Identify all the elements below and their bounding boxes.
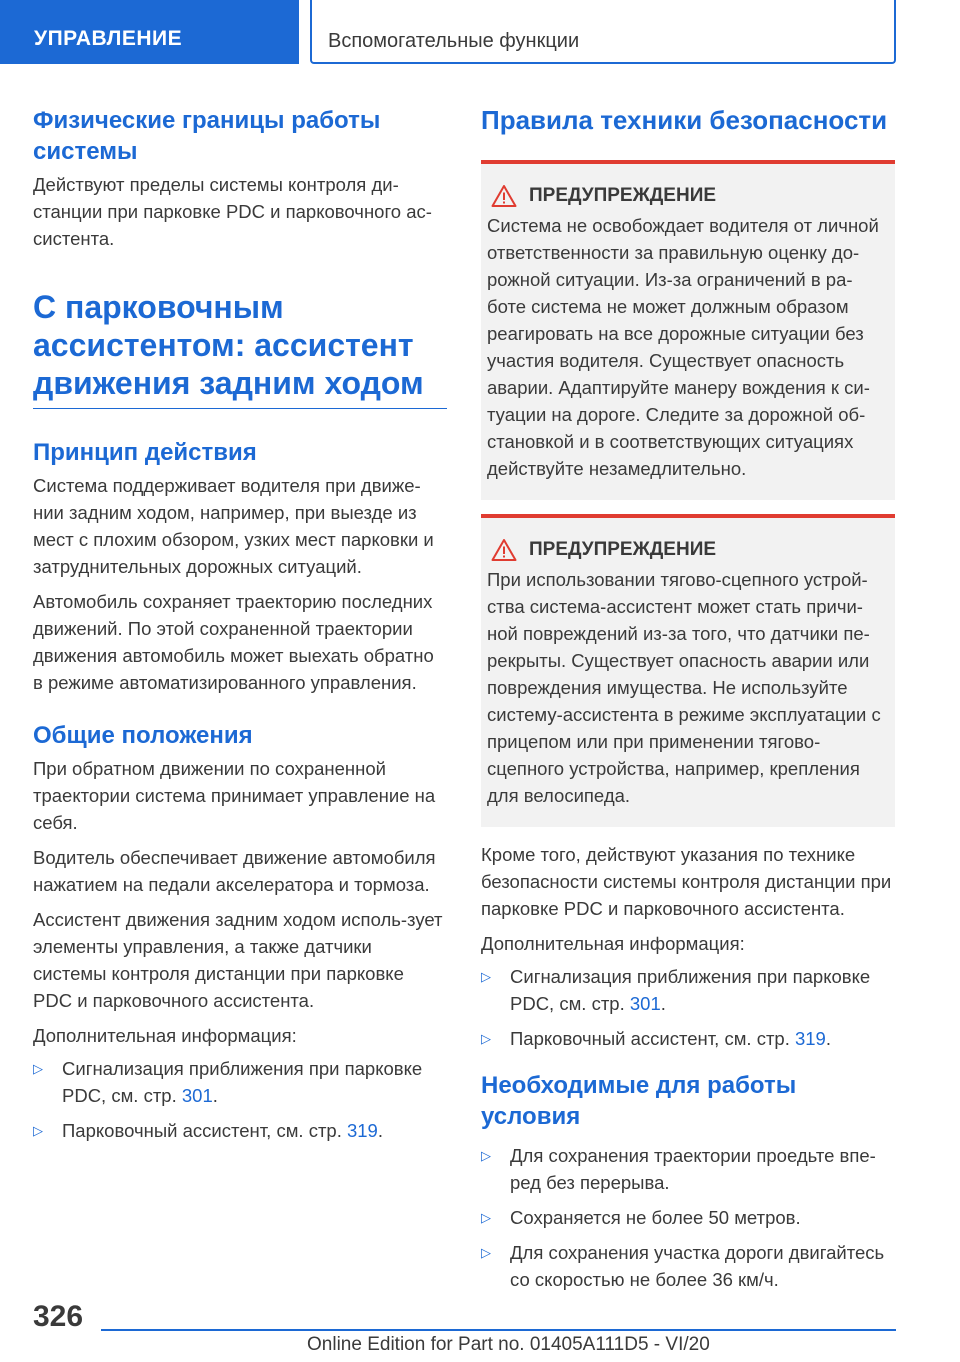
general-paragraph-1: При обратном движении по сохраненной траектории система принимает управление на себя. [33,758,436,833]
reference-item [33,1117,447,1144]
reference-text: Сигнализация приближения при парковке PDC, см. стр. [62,1058,423,1106]
reference-text: Сигнализация приближения при парковке PDC, см. стр. [510,966,871,1014]
reference-text: Парковочный ассистент, см. стр. [62,1120,347,1141]
page-link-301[interactable]: 301 [181,1085,213,1106]
section-tab: УПРАВЛЕНИЕ [0,0,299,64]
page-link-319[interactable]: 319 [794,1028,826,1049]
warning-box [481,160,895,500]
principle-paragraph-2: Автомобиль сохраняет траекторию последних движений. По этой сохраненной траектории движения автомобиль может выехать обратно в режиме автоматизированного управления. [33,591,434,693]
warning-title [487,184,887,208]
warning-text: При использовании тягово-сцепного устрой-ства система-ассистент может стать причи-ной повреждений из-за того, что датчики пе-рекрыты. Существует опасность аварии или повреждения имущества. Не используйте систему-ассистента в режиме эксплуатации с прицепом или при применении тягово-сцепного устройства, например, крепления для велосипеда. [487,569,881,806]
reference-end: . [212,1085,218,1106]
reference-end: . [660,993,666,1014]
warning-title-text: ПРЕДУПРЕЖДЕНИЕ [529,539,717,560]
principle-heading: Принцип действия [33,439,257,466]
chapter-title: Вспомогательные функции [328,30,580,52]
warning-title-text: ПРЕДУПРЕЖДЕНИЕ [529,185,717,206]
left-column [33,105,447,1152]
general-heading: Общие положения [33,722,253,749]
triangle-right-icon: ▷ [481,1210,491,1225]
warning-text: Система не освобождает водителя от личной ответственности за правильную оценку до-рожной ситуации. Из-за ограничений в ра-боте система не может должным образом реагировать на все дорожные ситуации без участия водителя. Существует опасность аварии. Адаптируйте манеру вождения к си-туации на дороге. Следите за дорожной об-становкой и в соответствующих ситуациях действуйте незамедлительно. [487,215,879,479]
chapter-header [310,0,896,64]
reference-item [481,963,895,1017]
reference-end: . [377,1120,383,1141]
reference-item [33,1055,447,1109]
triangle-right-icon: ▷ [33,1123,43,1138]
triangle-right-icon: ▷ [33,1061,43,1076]
more-info-label: Дополнительная информация: [481,933,745,954]
condition-text: Сохраняется не более 50 метров. [510,1207,801,1228]
also-text: Кроме того, действуют указания по технике безопасности системы контроля дистанции при парковке PDC и парковочного ассистента. [481,844,892,919]
footer-divider [101,1329,896,1331]
principle-paragraph-1: Система поддерживает водителя при движе-нии задним ходом, например, при выезде из мест с плохим обзором, узких мест парковки и затруднительных дорожных ситуаций. [33,475,434,577]
reference-text: Парковочный ассистент, см. стр. [510,1028,795,1049]
triangle-right-icon: ▷ [481,1245,491,1260]
condition-item [481,1204,895,1231]
limits-text: Действуют пределы системы контроля ди-станции при парковке PDC и парковочного ас-систента. [33,174,432,249]
warning-box [481,514,895,827]
conditions-heading: Необходимые для работы условия [481,1072,797,1130]
page-link-319[interactable]: 319 [346,1120,378,1141]
limits-heading: Физические границы работы системы [33,107,381,165]
condition-text: Для сохранения участка дороги двигайтесь со скоростью не более 36 км/ч. [510,1242,885,1290]
reference-item [481,1025,895,1052]
conditions-list [481,1142,895,1293]
warning-title [487,538,887,562]
page-number: 326 [33,1300,84,1333]
general-paragraph-2: Водитель обеспечивает движение автомобиля нажатием на педали акселератора и тормоза. [33,847,436,895]
triangle-right-icon: ▷ [481,969,491,984]
safety-heading: Правила техники безопасности [481,105,888,135]
page-link-301[interactable]: 301 [629,993,661,1014]
reference-list [481,963,895,1052]
condition-text: Для сохранения траектории проедьте впе-ред без перерыва. [510,1145,876,1193]
right-column [481,105,895,1301]
main-heading: С парковочным ассистентом: ассистент движения задним ходом [33,288,447,409]
triangle-right-icon: ▷ [481,1148,491,1163]
warning-triangle-icon [491,538,517,562]
footer-edition: Online Edition for Part no. 01405A111D5 - VI/20 [307,1334,710,1355]
condition-item [481,1142,895,1196]
reference-list [33,1055,447,1144]
more-info-label: Дополнительная информация: [33,1025,297,1046]
warning-triangle-icon [491,184,517,208]
condition-item [481,1239,895,1293]
general-paragraph-3: Ассистент движения задним ходом исполь-зует элементы управления, а также датчики системы контроля дистанции при парковке PDC и парковочного ассистента. [33,909,443,1011]
triangle-right-icon: ▷ [481,1031,491,1046]
reference-end: . [825,1028,831,1049]
